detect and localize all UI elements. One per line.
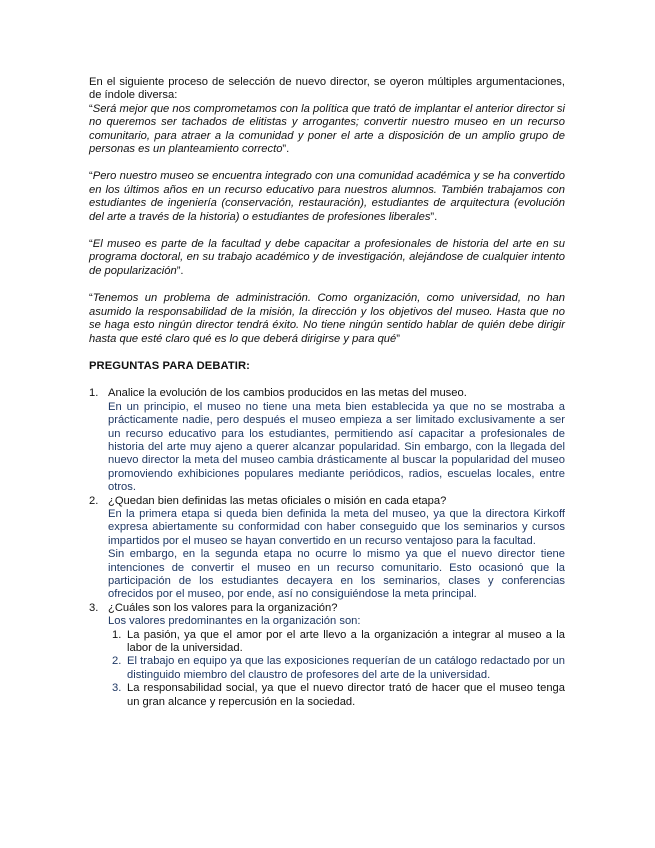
quote-text: El museo es parte de la facultad y debe capacitar a profesionales de historia del arte en su programa doctoral, en su trabajo académico y de investigación, alejándose de cualquier intento de popularización [89,238,565,277]
answer-paragraph: Sin embargo, en la segunda etapa no ocurre lo mismo ya que el nuevo director tiene intenciones de convertir el museo en un recurso comunitario. Esto ocasionó que la participación de los estudiantes decayera en los seminarios, clases y conferencias ofrecidos por el museo, por ende, así no consiguiéndose la meta principal. [108,548,565,601]
quote-open-mark: “ [89,102,93,115]
value-item-3 [89,682,565,709]
question-number: 1. [89,387,99,400]
values-list [89,629,565,709]
quote-2 [89,170,565,224]
section-heading: PREGUNTAS PARA DEBATIR: [89,359,250,372]
quote-open-mark: “ [89,170,93,183]
question-text: ¿Quedan bien definidas las metas oficiales o misión en cada etapa? [108,494,447,507]
question-item-1 [89,387,565,494]
value-text: La responsabilidad social, ya que el nuevo director trató de hacer que el museo tenga un gran alcance y repercusión en la sociedad. [127,682,565,708]
intro-paragraph: En el siguiente proceso de selección de nuevo director, se oyeron múltiples argumentaciones, de índole diversa: [89,76,565,102]
quote-close-mark: ”. [176,264,184,277]
quote-open-mark: “ [89,292,93,305]
question-item-2 [89,495,565,602]
value-text: El trabajo en equipo ya que las exposiciones requerían de un catálogo redactado por un distinguido miembro del claustro de profesores del arte de la universidad. [127,655,565,681]
value-number: 1. [112,628,122,641]
answer-paragraph: En un principio, el museo no tiene una meta bien establecida ya que no se mostraba a prácticamente nadie, pero después el museo empieza a ser limitado exclusivamente a ser un recurso educativo para los estudiantes, permitiendo así capacitar a profesionales de historia del arte muy ajeno a querer alcanzar popularidad. Sin embargo, con la llegada del nuevo director la meta del museo cambia drásticamente al buscar la popularidad del museo promoviendo exhibiciones populares mediante periódicos, radios, escuelas locales, entre otros. [108,400,565,494]
value-number: 3. [112,682,122,695]
quote-1 [89,103,565,157]
question-number: 2. [89,494,99,507]
value-item-1 [89,629,565,656]
document-content [89,76,565,709]
quote-4 [89,292,565,346]
quote-close-mark: ”. [282,143,290,156]
question-text: ¿Cuáles son los valores para la organización? [108,601,338,614]
question-item-3 [89,602,565,629]
value-number: 2. [112,655,122,668]
values-intro: Los valores predominantes en la organización son: [108,615,361,628]
quote-close-mark: ” [396,332,400,345]
quote-open-mark: “ [89,238,93,251]
quote-close-mark: ”. [430,210,438,223]
quote-text: Será mejor que nos comprometamos con la política que trató de implantar el anterior director si no queremos ser tachados de elitistas y arrogantes; convertir nuestro museo en un recurso comunitario, para atraer a la comunidad y poner el arte a disposición de un amplio grupo de personas es un planteamiento correcto [89,102,565,156]
quote-3 [89,238,565,278]
value-item-2 [89,655,565,682]
answer-paragraph: En la primera etapa si queda bien definida la meta del museo, ya que la directora Kirkoff expresa abiertamente su conformidad con haber conseguido que los seminarios y cursos impartidos por el museo se hayan convertido en un recurso ventajoso para la facultad. [108,507,565,547]
quote-text: Tenemos un problema de administración. Como organización, como universidad, no han asumido la responsabilidad de la misión, la dirección y los objetivos del museo. Hasta que no se haga esto ningún director tendrá éxito. No tiene ningún sentido hablar de quién debe dirigir hasta que esté claro qué es lo que deberá dirigirse y para qué [89,292,565,345]
question-text: Analice la evolución de los cambios producidos en las metas del museo. [108,387,467,400]
quote-text: Pero nuestro museo se encuentra integrado con una comunidad académica y se ha convertido en los últimos años en un recurso educativo para nuestros alumnos. También trabajamos con estudiantes de ingeniería (conservación, restauración), estudiantes de arquitectura (evolución del arte a través de la historia) o estudiantes de profesiones liberales [89,170,565,223]
question-number: 3. [89,601,99,614]
value-text: La pasión, ya que el amor por el arte llevo a la organización a integrar al museo a la labor de la universidad. [127,628,565,655]
